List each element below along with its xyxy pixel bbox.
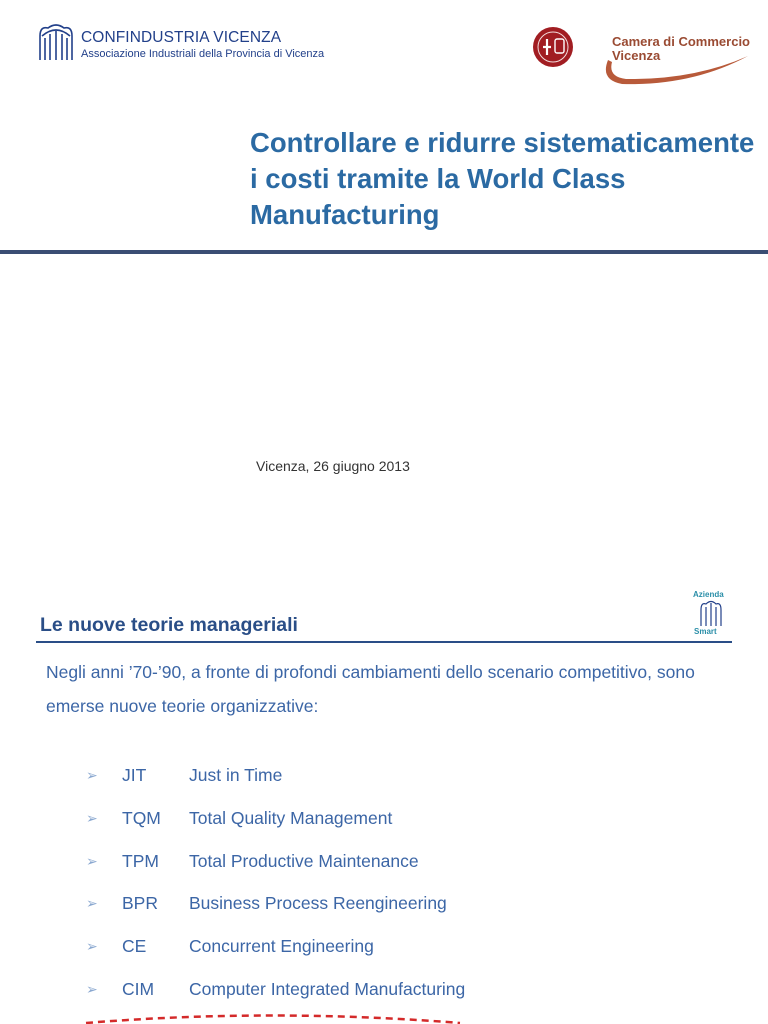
confindustria-subtitle: Associazione Industriali della Provincia di Vicenza <box>81 48 325 60</box>
heading-divider <box>36 641 732 643</box>
bullet-arrow-icon: ➢ <box>86 938 98 955</box>
camera-commercio-name: Camera di Commercio <box>612 34 750 49</box>
list-item <box>86 851 465 894</box>
bullet-arrow-icon: ➢ <box>86 980 98 997</box>
list-item <box>86 936 465 979</box>
list-item <box>86 808 465 851</box>
civitas-vicentiae-seal-icon <box>530 26 576 68</box>
svg-text:Smart: Smart <box>694 627 717 636</box>
list-item <box>86 765 465 808</box>
theory-abbreviation: CIM <box>122 978 155 999</box>
slide-heading: Le nuove teorie manageriali <box>40 614 298 636</box>
theory-name: Total Productive Maintenance <box>189 850 419 871</box>
bullet-arrow-icon: ➢ <box>86 767 98 783</box>
title-divider <box>0 250 768 254</box>
presentation-title: Controllare e ridurre sistematicamente i costi tramite la World Class Manufacturing <box>250 127 755 230</box>
theory-name: Just in Time <box>189 765 283 785</box>
confindustria-name: CONFINDUSTRIA VICENZA <box>81 29 282 46</box>
camera-commercio-city: Vicenza <box>612 48 661 63</box>
bullet-arrow-icon: ➢ <box>86 852 98 869</box>
theory-abbreviation: JIT <box>122 765 147 785</box>
svg-text:Azienda: Azienda <box>693 590 724 599</box>
red-dashed-highlight <box>0 1006 768 1024</box>
theory-name: Concurrent Engineering <box>189 936 374 957</box>
theory-list <box>86 765 465 1022</box>
intro-paragraph: Negli anni ’70-’90, a fronte di profondi cambiamenti dello scenario competitivo, sono emerse nuove teorie organizzative: <box>46 662 695 716</box>
bullet-arrow-icon: ➢ <box>86 809 98 826</box>
theory-name: Total Quality Management <box>189 807 393 828</box>
theory-abbreviation: CE <box>122 936 147 957</box>
azienda-smart-logo-icon <box>690 588 732 636</box>
bullet-arrow-icon: ➢ <box>86 895 98 912</box>
camera-swoosh-icon <box>582 50 752 88</box>
theory-abbreviation: TPM <box>122 850 159 871</box>
presentation-date: Vicenza, 26 giugno 2013 <box>256 458 410 474</box>
theory-abbreviation: BPR <box>122 893 158 914</box>
theory-abbreviation: TQM <box>122 807 161 828</box>
confindustria-emblem-icon <box>36 22 76 62</box>
theory-name: Business Process Reengineering <box>189 893 447 914</box>
list-item <box>86 893 465 936</box>
theory-name: Computer Integrated Manufacturing <box>189 978 466 999</box>
